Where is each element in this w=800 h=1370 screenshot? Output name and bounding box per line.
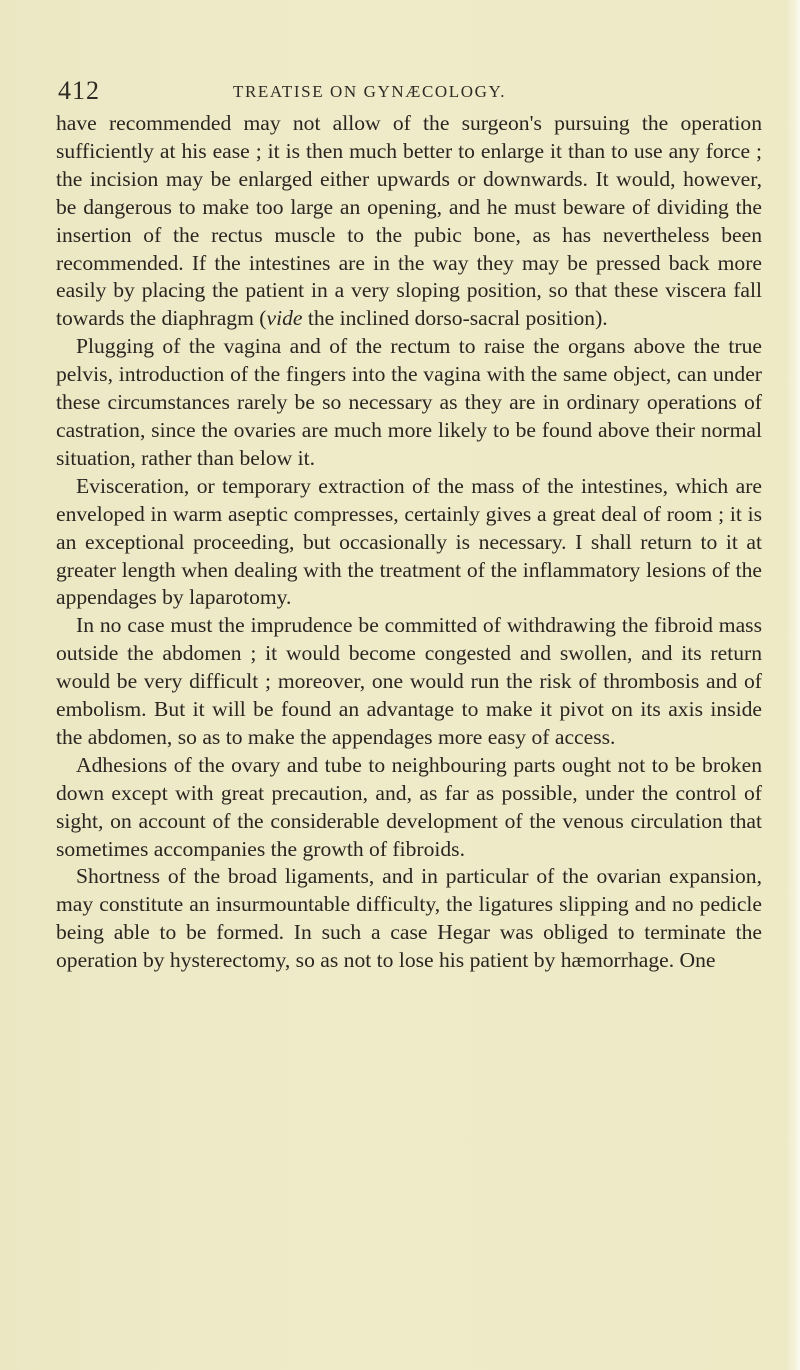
body-text	[56, 110, 762, 975]
paragraph-6: Shortness of the broad ligaments, and in particular of the ovarian expansion, may constitute an insurmountable difficulty, the ligatures slipping and no pedicle being able to be formed. In such a case Hegar was obliged to terminate the operation by hysterectomy, so as not to lose his patient by hæmorrhage. One	[56, 864, 762, 973]
paragraph-3: Evisceration, or temporary extraction of the mass of the intestines, which are enveloped in warm aseptic compresses, certainly gives a great deal of room ; it is an exceptional proceeding, but occasionally is necessary. I shall return to it at greater length when dealing with the treatment of the inflammatory lesions of the appendages by laparotomy.	[56, 473, 762, 610]
paragraph-1-text: have recommended may not allow of the surgeon's pursuing the operation sufficiently at his ease ; it is then much better to enlarge it than to use any force ; the incision may be enlarged either upwards or downwards. It would, however, be dangerous to make too large an opening, and he must beware of dividing the insertion of the rectus muscle to the pubic bone, as has nevertheless been recommended. If the intestines are in the way they may be pressed back more easily by placing the patient in a very sloping position, so that these viscera fall towards the diaphragm (	[56, 111, 762, 331]
page-number: 412	[58, 76, 100, 105]
paragraph-2: Plugging of the vagina and of the rectum to raise the organs above the true pelvis, introduction of the fingers into the vagina with the same object, can under these circumstances rarely be so necessary as they are in ordinary operations of castration, since the ovaries are much more likely to be found above their normal situation, rather than below it.	[56, 334, 762, 470]
paragraph-1-italic: vide	[266, 306, 303, 331]
paragraph-1	[56, 110, 762, 333]
page-header	[58, 76, 738, 106]
paragraph-1-tail: the inclined dorso-sacral position).	[302, 306, 608, 331]
paragraph-4: In no case must the imprudence be committed of withdrawing the fibroid mass outside the abdomen ; it would become congested and swollen, and its return would be very difficult ; moreover, one would run the risk of thrombosis and of embolism. But it will be found an advantage to make it pivot on its axis inside the abdomen, so as to make the appendages more easy of access.	[56, 613, 762, 749]
paragraph-5: Adhesions of the ovary and tube to neighbouring parts ought not to be broken down except with great precaution, and, as far as possible, under the control of sight, on account of the considerable development of the venous circulation that sometimes accompanies the growth of fibroids.	[56, 752, 762, 861]
running-head: TREATISE ON GYNÆCOLOGY.	[233, 82, 507, 101]
page-edge	[786, 0, 800, 1370]
